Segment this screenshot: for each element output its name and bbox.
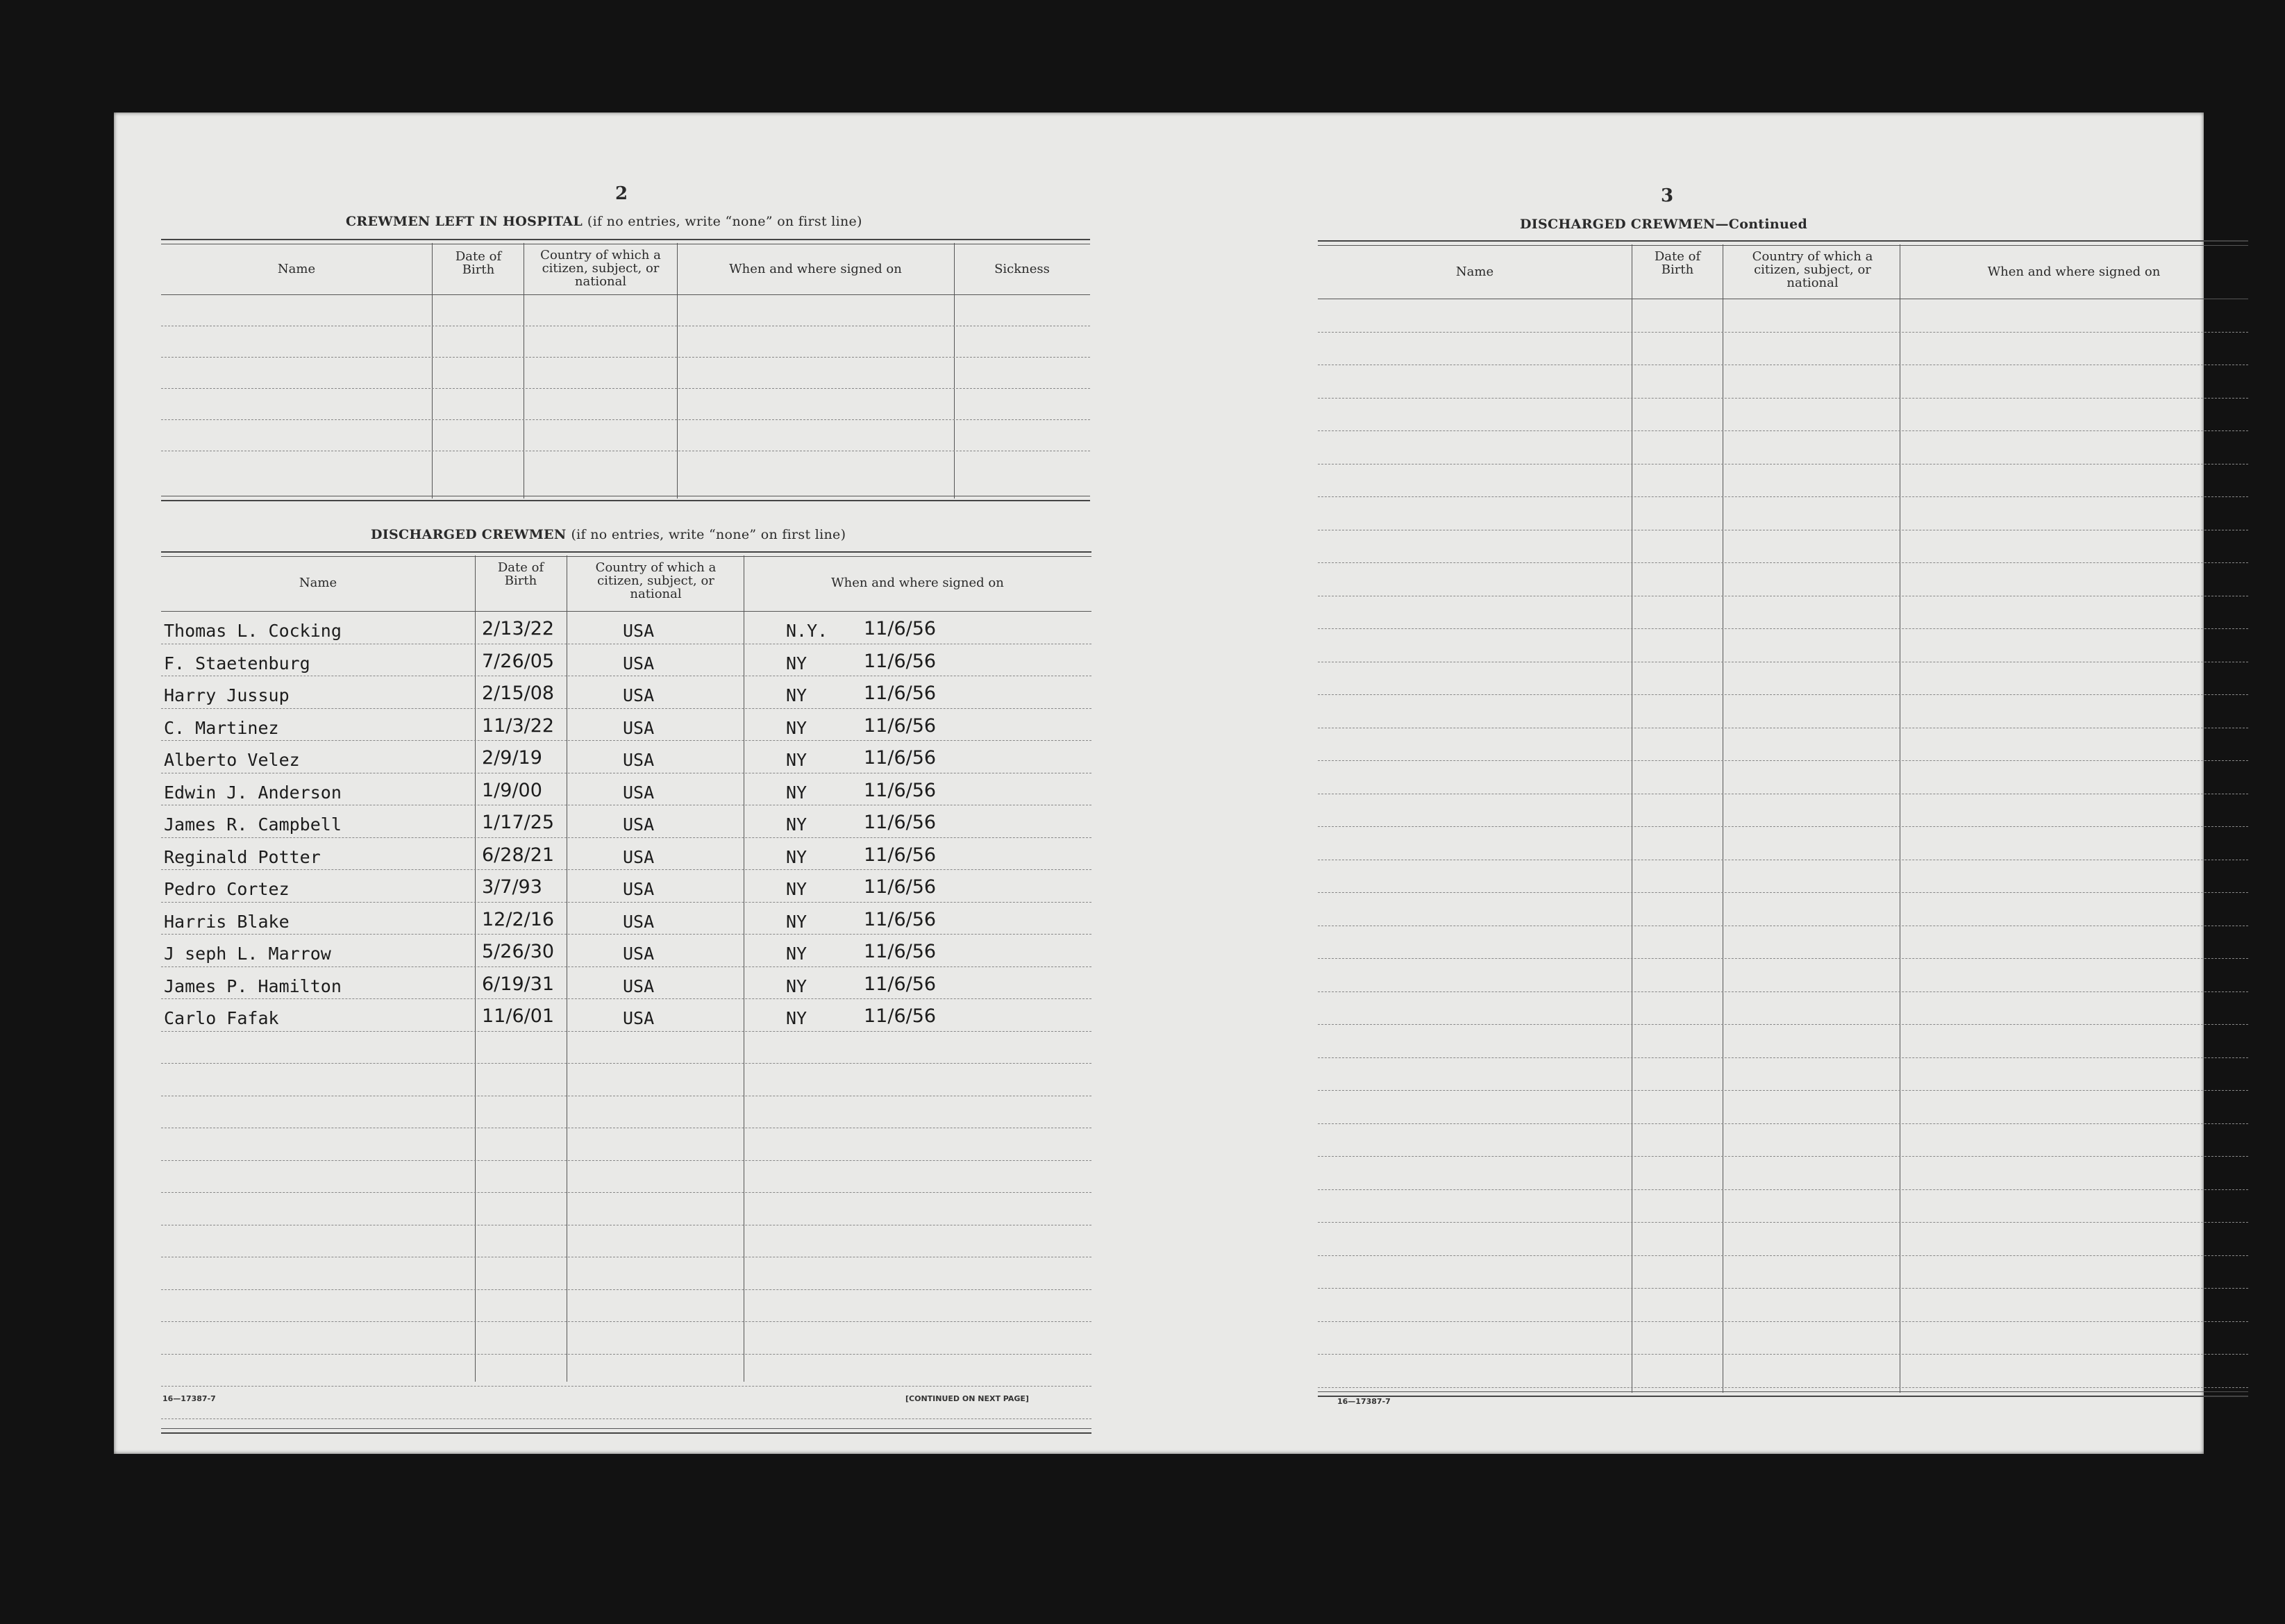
row-line <box>161 1063 1091 1064</box>
table-bottom-rule <box>161 1428 1091 1434</box>
right-page <box>1155 112 2204 1454</box>
discharged-note: (if no entries, write “none” on first line) <box>571 527 846 542</box>
row-line <box>1318 496 2248 497</box>
col-header-name: Name <box>299 576 337 590</box>
date-of-birth: 11/6/01 <box>482 1005 555 1027</box>
page-number: 3 <box>1661 185 1674 206</box>
country: USA <box>623 750 655 770</box>
discharged-title: DISCHARGED CREWMEN <box>371 527 567 542</box>
country: USA <box>623 1008 655 1028</box>
crew-name: Harry Jussup <box>164 685 290 705</box>
row-line <box>1318 694 2248 695</box>
signed-on-place: NY <box>786 879 807 899</box>
table-bottom-rule <box>1318 1391 2248 1397</box>
row-line <box>161 966 1091 967</box>
row-line <box>1318 760 2248 761</box>
crew-name: Harris Blake <box>164 911 290 932</box>
row-line <box>1318 1255 2248 1256</box>
country: USA <box>623 911 655 932</box>
row-line <box>1318 892 2248 893</box>
row-line <box>161 419 1090 420</box>
row-line <box>161 1386 1091 1387</box>
row-line <box>1318 1156 2248 1157</box>
country: USA <box>623 782 655 803</box>
row-line <box>1318 991 2248 992</box>
crew-name: Carlo Fafak <box>164 1008 279 1028</box>
table-bottom-rule <box>161 496 1090 501</box>
country: USA <box>623 653 655 673</box>
row-line <box>1318 562 2248 563</box>
row-line <box>1318 1387 2248 1388</box>
date-of-birth: 6/19/31 <box>482 973 555 995</box>
row-line <box>161 388 1090 389</box>
crew-name: Reginald Potter <box>164 846 321 867</box>
column-divider <box>677 243 678 499</box>
country: USA <box>623 976 655 996</box>
col-header-country: Country of which a citizen, subject, or national <box>540 248 661 289</box>
date-of-birth: 1/17/25 <box>482 812 555 833</box>
discharged-continued-table <box>1318 240 2248 1393</box>
crew-name: Alberto Velez <box>164 750 300 770</box>
signed-on-place: NY <box>786 944 807 964</box>
signed-on-place: NY <box>786 911 807 932</box>
signed-on-date: 11/6/56 <box>864 973 937 995</box>
row-line <box>161 837 1091 838</box>
col-header-name: Name <box>1455 265 1494 279</box>
row-line <box>161 998 1091 999</box>
row-line <box>161 1160 1091 1161</box>
table-top-rule <box>161 551 1091 557</box>
date-of-birth: 6/28/21 <box>482 844 555 866</box>
row-line <box>161 1031 1091 1032</box>
col-header-signed-on: When and where signed on <box>831 576 1004 590</box>
hospital-heading <box>346 214 862 229</box>
column-divider <box>432 243 433 499</box>
header-bottom-rule <box>161 294 1090 295</box>
signed-on-place: NY <box>786 782 807 803</box>
col-header-signed-on: When and where signed on <box>729 262 902 276</box>
row-line <box>161 1192 1091 1193</box>
row-line <box>1318 1222 2248 1223</box>
col-header-dob: Date of Birth <box>455 249 502 277</box>
row-line <box>1318 1321 2248 1322</box>
row-line <box>161 1321 1091 1322</box>
row-line <box>161 1289 1091 1290</box>
signed-on-date: 11/6/56 <box>864 876 937 898</box>
signed-on-date: 11/6/56 <box>864 844 937 866</box>
signed-on-date: 11/6/56 <box>864 618 937 639</box>
discharged-continued-heading: DISCHARGED CREWMEN—Continued <box>1520 217 1808 232</box>
country: USA <box>623 846 655 867</box>
col-header-country: Country of which a citizen, subject, or national <box>1752 249 1873 290</box>
row-line <box>161 1354 1091 1355</box>
date-of-birth: 5/26/30 <box>482 941 555 962</box>
signed-on-place: NY <box>786 750 807 770</box>
crew-name: Edwin J. Anderson <box>164 782 342 803</box>
column-divider <box>475 555 476 1382</box>
date-of-birth: 12/2/16 <box>482 908 555 930</box>
signed-on-date: 11/6/56 <box>864 714 937 737</box>
country: USA <box>623 685 655 705</box>
table-top-rule <box>1318 240 2248 246</box>
signed-on-date: 11/6/56 <box>864 779 937 801</box>
date-of-birth: 2/9/19 <box>482 747 542 769</box>
signed-on-place: NY <box>786 653 807 673</box>
form-number: 16—17387-7 <box>1337 1397 1391 1406</box>
signed-on-place: NY <box>786 846 807 867</box>
col-header-name: Name <box>277 262 316 276</box>
signed-on-place: NY <box>786 976 807 996</box>
signed-on-place: NY <box>786 814 807 835</box>
date-of-birth: 11/3/22 <box>482 714 555 737</box>
col-header-dob: Date of Birth <box>497 560 544 588</box>
crew-name: C. Martinez <box>164 717 279 738</box>
country: USA <box>623 879 655 899</box>
hospital-note: (if no entries, write “none” on first line) <box>587 214 862 229</box>
row-line <box>1318 958 2248 959</box>
country: USA <box>623 621 655 641</box>
date-of-birth: 2/13/22 <box>482 618 555 639</box>
signed-on-date: 11/6/56 <box>864 941 937 962</box>
discharged-heading <box>371 527 846 542</box>
row-line <box>1318 1057 2248 1058</box>
date-of-birth: 3/7/93 <box>482 876 542 898</box>
table-top-rule <box>161 239 1090 244</box>
column-divider <box>954 243 955 499</box>
row-line <box>161 740 1091 741</box>
signed-on-place: NY <box>786 685 807 705</box>
document-sheet <box>114 112 2204 1454</box>
col-header-signed-on: When and where signed on <box>1987 265 2161 279</box>
crew-name: Thomas L. Cocking <box>164 621 342 641</box>
form-number: 16—17387-7 <box>162 1394 216 1403</box>
discharged-table <box>161 551 1091 1384</box>
row-line <box>161 902 1091 903</box>
signed-on-date: 11/6/56 <box>864 747 937 769</box>
row-line <box>1318 1354 2248 1355</box>
signed-on-date: 11/6/56 <box>864 812 937 833</box>
signed-on-date: 11/6/56 <box>864 650 937 672</box>
col-header-sickness: Sickness <box>994 262 1050 276</box>
col-header-dob: Date of Birth <box>1654 249 1701 277</box>
date-of-birth: 2/15/08 <box>482 683 555 704</box>
row-line <box>1318 398 2248 399</box>
hospital-title: CREWMEN LEFT IN HOSPITAL <box>346 214 583 229</box>
row-line <box>1318 1288 2248 1289</box>
row-line <box>1318 1024 2248 1025</box>
signed-on-date: 11/6/56 <box>864 908 937 930</box>
row-line <box>161 357 1090 358</box>
crew-name: F. Staetenburg <box>164 653 310 673</box>
signed-on-place: NY <box>786 717 807 738</box>
signed-on-place: N.Y. <box>786 621 828 641</box>
row-line <box>161 934 1091 935</box>
crew-name: James P. Hamilton <box>164 976 342 996</box>
signed-on-date: 11/6/56 <box>864 683 937 704</box>
left-page <box>114 112 1155 1454</box>
crew-name: James R. Campbell <box>164 814 342 835</box>
country: USA <box>623 944 655 964</box>
page-number: 2 <box>615 183 628 204</box>
signed-on-place: NY <box>786 1008 807 1028</box>
row-line <box>1318 628 2248 629</box>
row-line <box>1318 332 2248 333</box>
row-line <box>1318 1123 2248 1124</box>
row-line <box>161 869 1091 870</box>
row-line <box>161 708 1091 709</box>
crew-name: J seph L. Marrow <box>164 944 331 964</box>
continued-note: [CONTINUED ON NEXT PAGE] <box>905 1394 1029 1403</box>
row-line <box>1318 1189 2248 1190</box>
crew-name: Pedro Cortez <box>164 879 290 899</box>
date-of-birth: 7/26/05 <box>482 650 555 672</box>
signed-on-date: 11/6/56 <box>864 1005 937 1027</box>
date-of-birth: 1/9/00 <box>482 779 542 801</box>
country: USA <box>623 717 655 738</box>
row-line <box>161 1418 1091 1419</box>
col-header-country: Country of which a citizen, subject, or national <box>595 560 717 601</box>
header-bottom-rule <box>161 611 1091 612</box>
row-line <box>1318 1090 2248 1091</box>
row-line <box>1318 430 2248 431</box>
country: USA <box>623 814 655 835</box>
row-line <box>1318 826 2248 827</box>
